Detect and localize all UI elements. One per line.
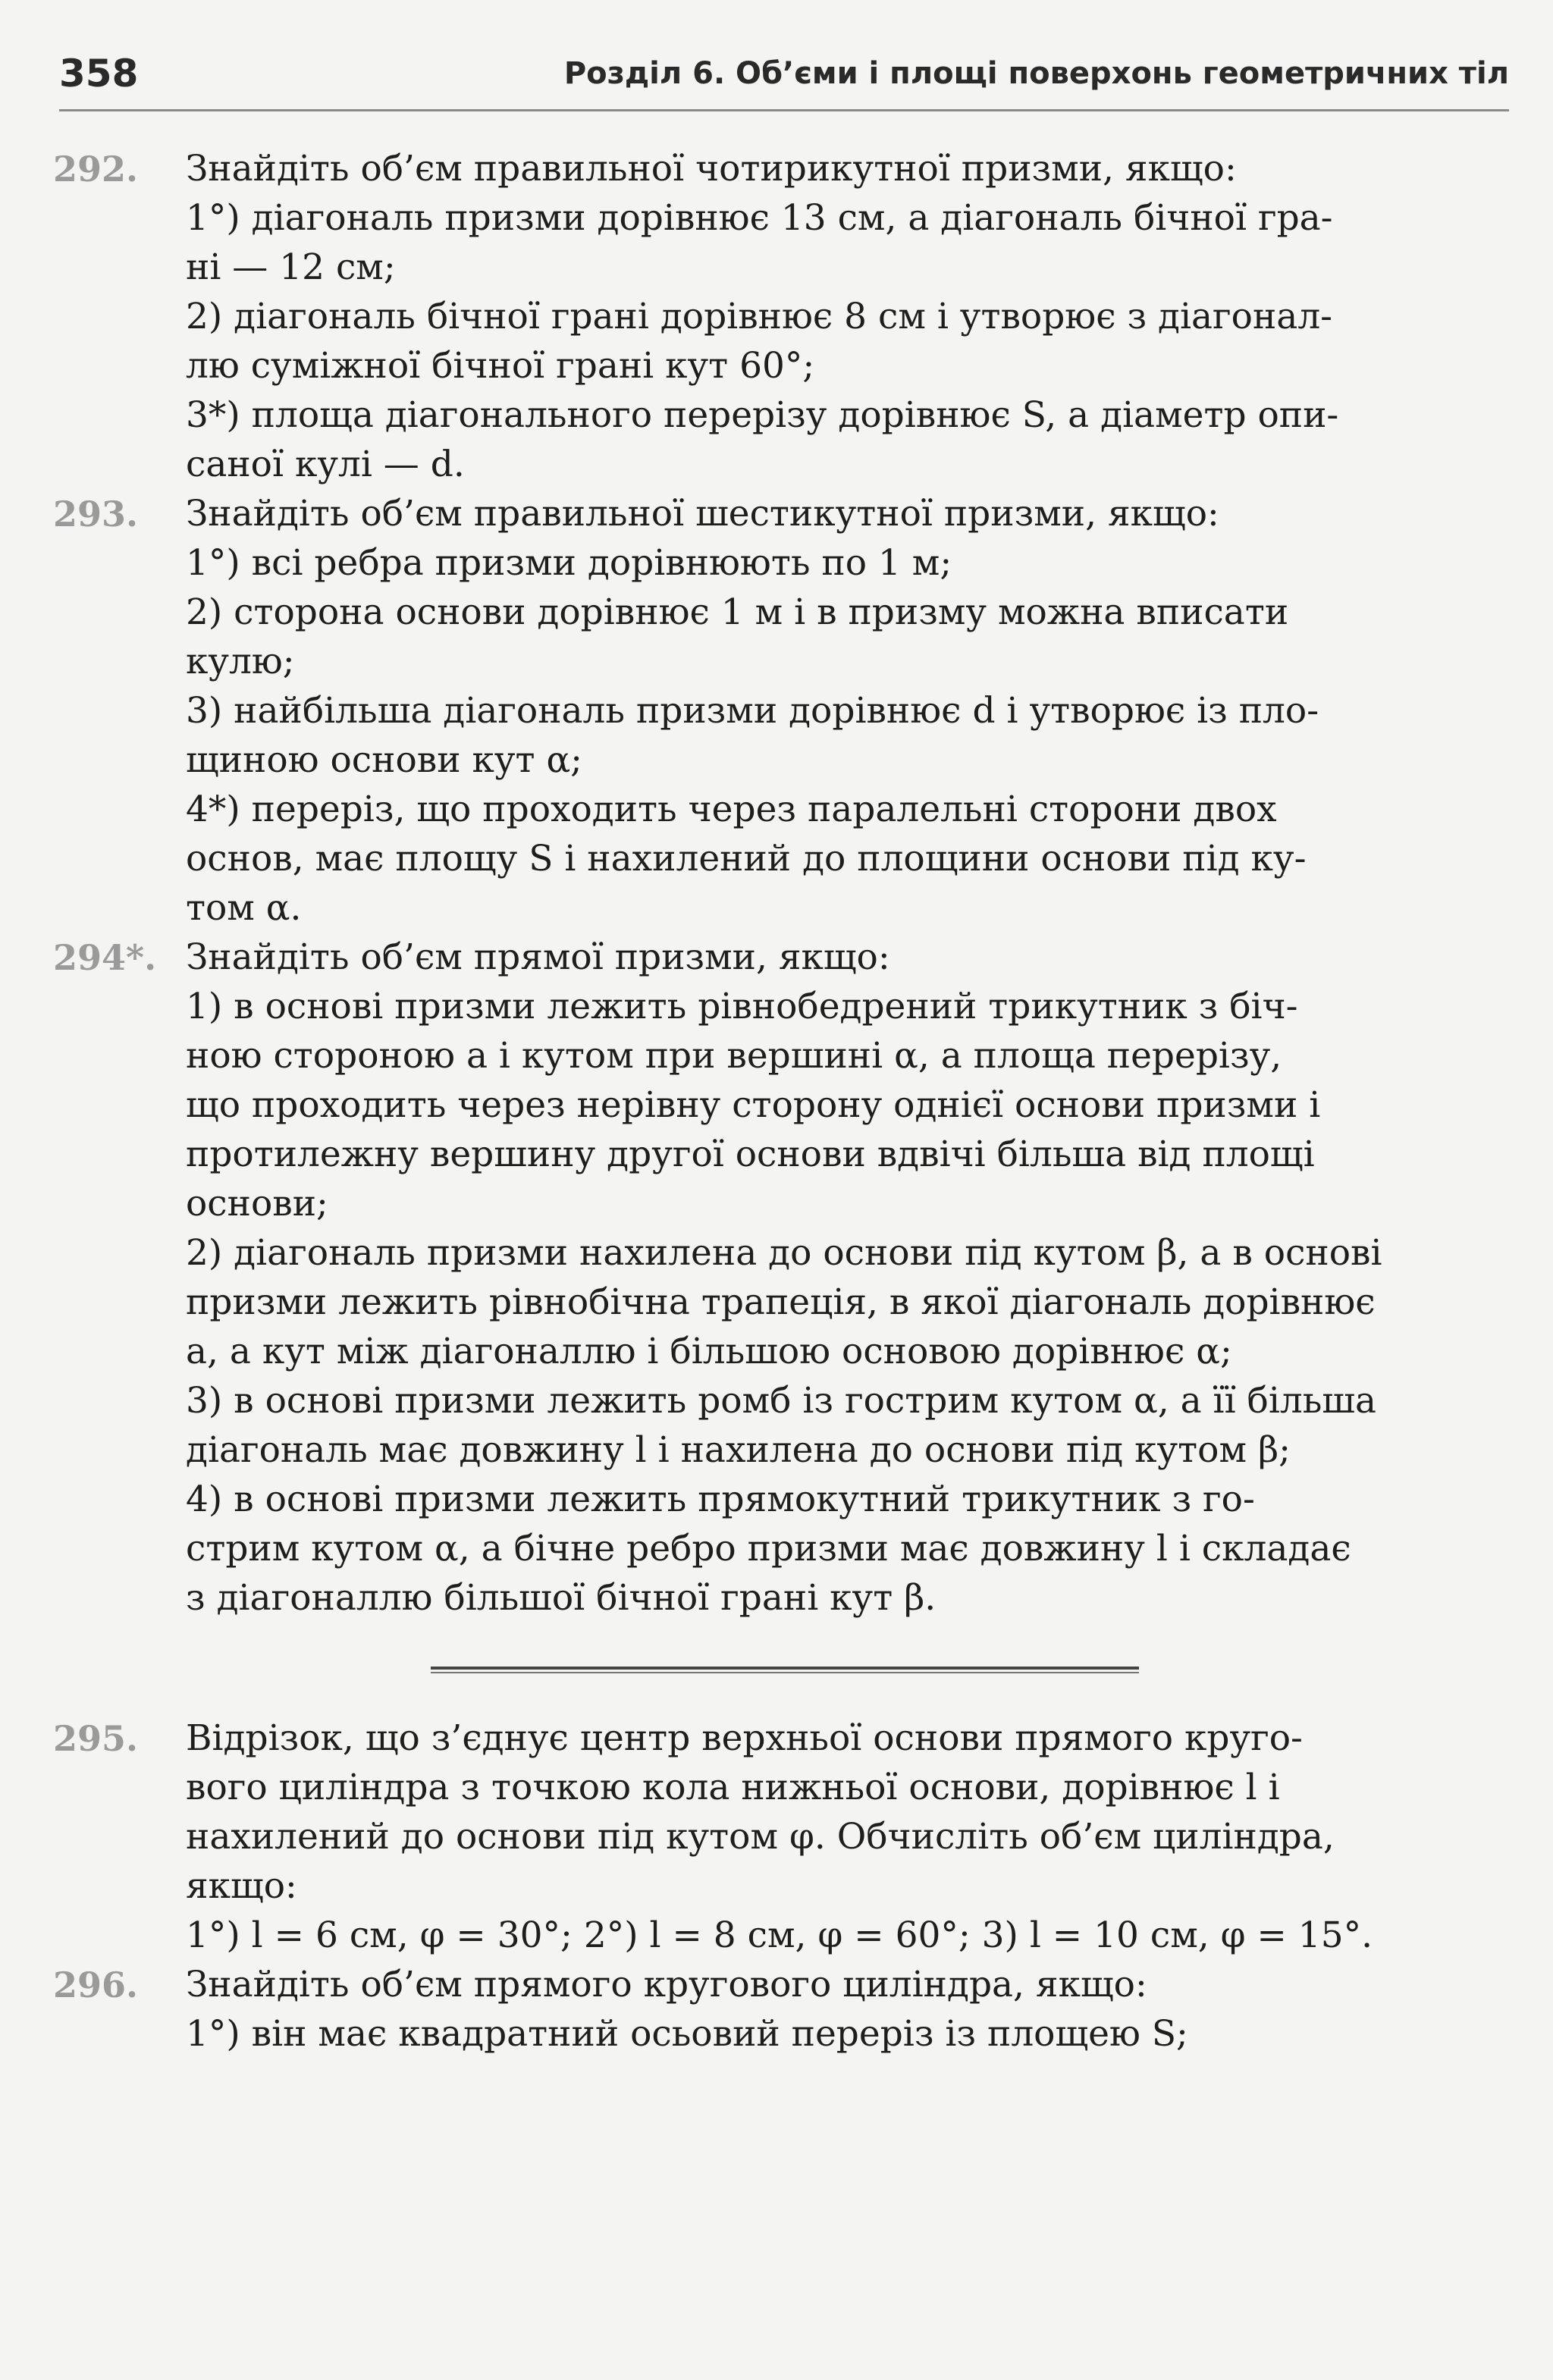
- problem-number: 296.: [53, 1965, 139, 2005]
- problem-text-line: діагональ має довжину l і нахилена до основи під кутом β;: [186, 1429, 1291, 1471]
- problem-text-line: 1°) він має квадратний осьовий переріз із площею S;: [186, 2013, 1188, 2055]
- problem-text-line: том α.: [186, 887, 302, 929]
- problem-295: [0, 1714, 1553, 1960]
- problem-text-line: з діагоналлю більшої бічної грані кут β.: [186, 1577, 937, 1619]
- problem-294: [0, 933, 1553, 1623]
- problem-text-line: 1°) діагональ призми дорівнює 13 см, а діагональ бічної гра-: [186, 197, 1333, 239]
- problem-text-line: кулю;: [186, 641, 295, 682]
- problem-293: [0, 489, 1553, 933]
- problem-text-line: ною стороною a і кутом при вершині α, а площа перерізу,: [186, 1035, 1282, 1077]
- problem-text-line: основ, має площу S і нахилений до площини основи під ку-: [186, 838, 1307, 880]
- problem-text-line: 2) сторона основи дорівнює 1 м і в призму можна вписати: [186, 591, 1289, 633]
- problem-number: 295.: [53, 1718, 139, 1759]
- problem-text-line: щиною основи кут α;: [186, 739, 583, 781]
- problem-text-line: 3*) площа діагонального перерізу дорівнює S, а діаметр опи-: [186, 394, 1339, 436]
- page-content: [0, 144, 1553, 2059]
- problem-number: 292.: [53, 149, 139, 190]
- running-head: Розділ 6. Об’єми і площі поверхонь геометричних тіл: [563, 56, 1509, 91]
- problem-text-line: Знайдіть об’єм прямої призми, якщо:: [186, 936, 890, 978]
- page-number: 358: [59, 52, 139, 96]
- problem-text-line: Знайдіть об’єм правильної чотирикутної призми, якщо:: [186, 148, 1237, 190]
- problem-text-line: Знайдіть об’єм прямого кругового циліндра, якщо:: [186, 1964, 1147, 2005]
- problem-text-line: стрим кутом α, а бічне ребро призми має довжину l і складає: [186, 1528, 1351, 1569]
- divider-rule: [431, 1667, 1139, 1674]
- problem-text-line: 2) діагональ бічної грані дорівнює 8 см і утворює з діагонал-: [186, 296, 1333, 337]
- problem-text-line: призми лежить рівнобічна трапеція, в якої діагональ дорівнює: [186, 1281, 1376, 1323]
- problem-text-line: 4) в основі призми лежить прямокутний трикутник з го-: [186, 1478, 1255, 1520]
- problem-number: 294*.: [53, 937, 157, 978]
- section-divider: [0, 1623, 1553, 1714]
- problem-text-line: 1) в основі призми лежить рівнобедрений трикутник з біч-: [186, 986, 1298, 1027]
- problem-text-line: протилежну вершину другої основи вдвічі більша від площі: [186, 1134, 1315, 1175]
- problem-292: [0, 144, 1553, 489]
- problem-text-line: лю суміжної бічної грані кут 60°;: [186, 345, 815, 387]
- problem-text-line: 1°) l = 6 см, φ = 30°; 2°) l = 8 см, φ = 60°; 3) l = 10 см, φ = 15°.: [186, 1914, 1373, 1956]
- problem-number: 293.: [53, 494, 139, 535]
- problem-text-line: якщо:: [186, 1865, 297, 1907]
- problem-text-line: 1°) всі ребра призми дорівнюють по 1 м;: [186, 542, 952, 584]
- page-header: [59, 47, 1509, 111]
- problem-text-line: 3) в основі призми лежить ромб із гострим кутом α, а її більша: [186, 1380, 1377, 1422]
- problem-text-line: 3) найбільша діагональ призми дорівнює d і утворює із пло-: [186, 690, 1319, 732]
- problem-text-line: 4*) переріз, що проходить через паралельні сторони двох: [186, 789, 1277, 830]
- problem-text-line: a, а кут між діагоналлю і більшою основою дорівнює α;: [186, 1331, 1232, 1372]
- problem-text-line: Відрізок, що з’єднує центр верхньої основи прямого кругo-: [186, 1717, 1303, 1759]
- problem-text-line: нахилений до основи під кутом φ. Обчисліть об’єм циліндра,: [186, 1816, 1335, 1858]
- problem-text-line: що проходить через нерівну сторону однієї основи призми і: [186, 1084, 1321, 1126]
- problem-text-line: ні — 12 см;: [186, 246, 396, 288]
- problem-text-line: вого циліндра з точкою кола нижньої основи, дорівнює l і: [186, 1767, 1280, 1808]
- problem-text-line: 2) діагональ призми нахилена до основи під кутом β, а в основі: [186, 1232, 1382, 1274]
- problem-296: [0, 1960, 1553, 2059]
- problem-text-line: основи;: [186, 1183, 328, 1224]
- problem-text-line: саної кулі — d.: [186, 444, 465, 485]
- problem-text-line: Знайдіть об’єм правильної шестикутної призми, якщо:: [186, 493, 1219, 535]
